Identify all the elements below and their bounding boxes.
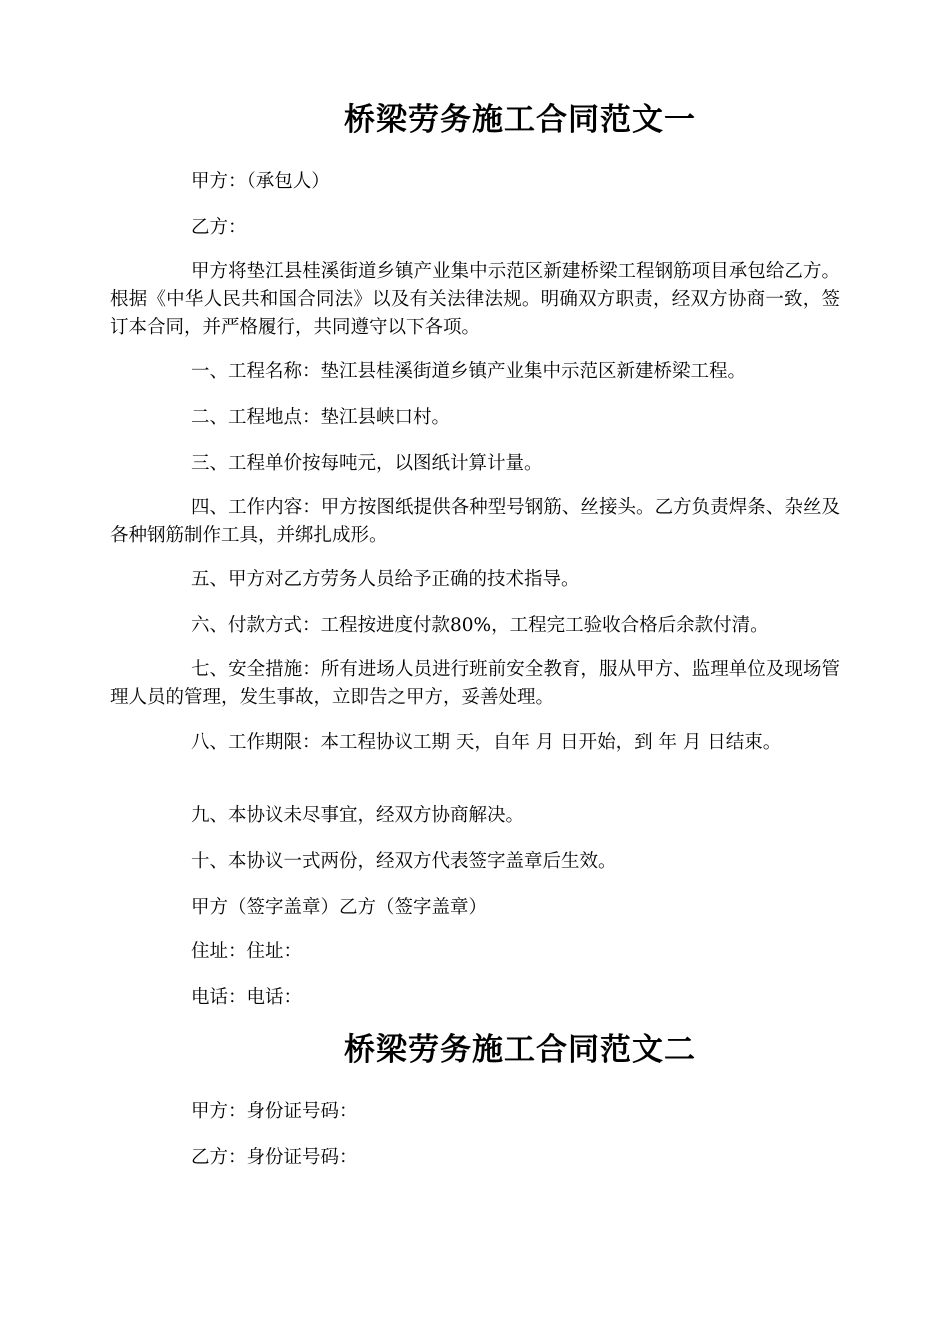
doc1-clause-6: 六、付款方式：工程按进度付款80%，工程完工验收合格后余款付清。 [191,615,769,636]
doc1-clause-4: 四、工作内容：甲方按图纸提供各种型号钢筋、丝接头。乙方负责焊条、杂丝及各种钢筋制作工具，并绑扎成形。 [110,497,840,546]
doc1-party-b: 乙方： [191,217,247,238]
doc1-clause-8: 八、工作期限：本工程协议工期 天，自年 月 日开始，到 年 月 日结束。 [191,732,782,753]
doc1-clause-3: 三、工程单价按每吨元，以图纸计算计量。 [191,453,543,474]
doc1-clause-2: 二、工程地点：垫江县峡口村。 [191,407,451,428]
doc1-party-a: 甲方：（承包人） [191,171,330,192]
doc1-clause-9: 九、本协议未尽事宜，经双方协商解决。 [191,805,525,826]
doc1-title: 桥梁劳务施工合同范文一 [344,102,696,138]
doc1-intro: 甲方将垫江县桂溪街道乡镇产业集中示范区新建桥梁工程钢筋项目承包给乙方。根据《中华人民共和国合同法》以及有关法律法规。明确双方职责，经双方协商一致，签订本合同，并严格履行，共同遵守以下各项。 [110,261,840,338]
doc1-phone: 电话：电话： [191,987,303,1008]
doc1-address: 住址：住址： [191,941,303,962]
doc2-party-b: 乙方：身份证号码： [191,1147,358,1168]
doc1-clause-7: 七、安全措施：所有进场人员进行班前安全教育，服从甲方、监理单位及现场管理人员的管理，发生事故，立即告之甲方，妥善处理。 [110,659,840,708]
doc2-title: 桥梁劳务施工合同范文二 [344,1032,696,1068]
doc1-clause-1: 一、工程名称：垫江县桂溪街道乡镇产业集中示范区新建桥梁工程。 [191,361,747,382]
doc2-party-a: 甲方：身份证号码： [191,1101,358,1122]
doc1-signature: 甲方（签字盖章）乙方（签字盖章） [191,897,488,918]
doc1-clause-5: 五、甲方对乙方劳务人员给予正确的技术指导。 [191,569,580,590]
doc1-clause-10: 十、本协议一式两份，经双方代表签字盖章后生效。 [191,851,617,872]
